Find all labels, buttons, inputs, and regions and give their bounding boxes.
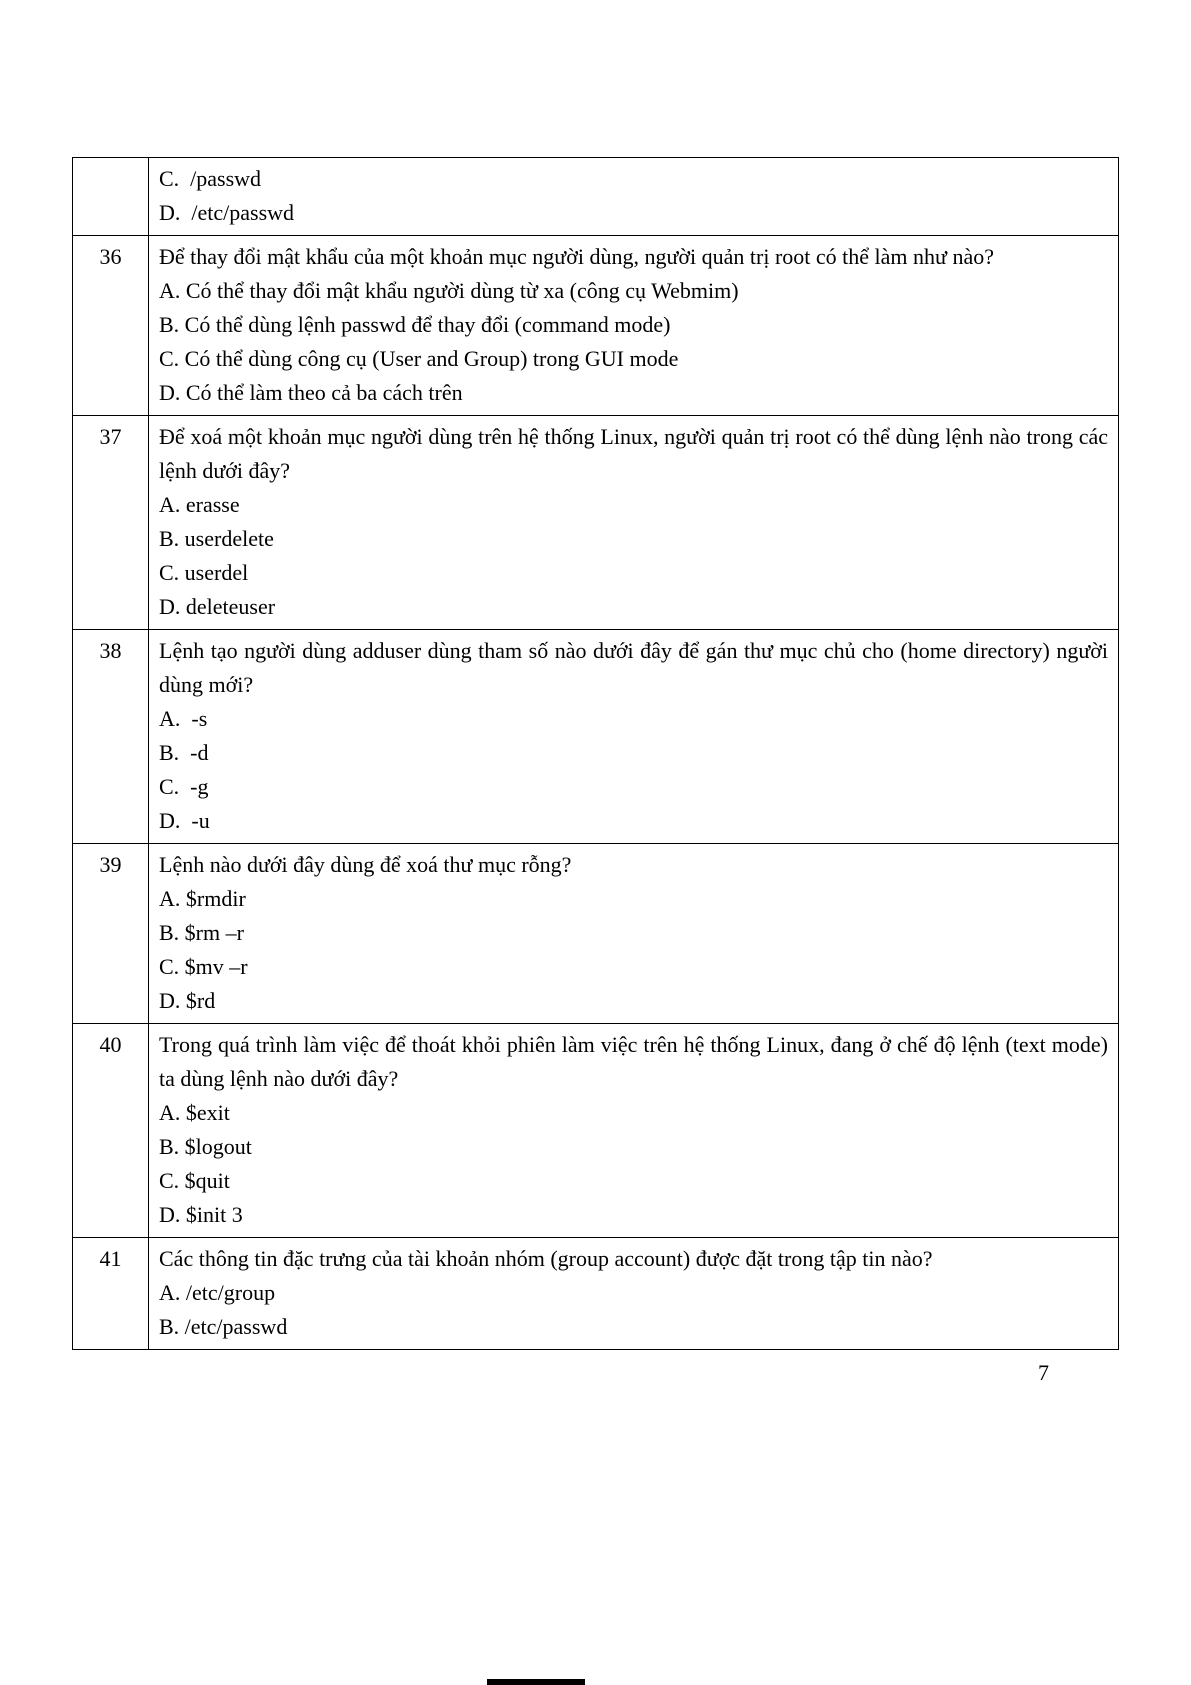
question-cell: [149, 158, 1119, 236]
quiz-table: [72, 157, 1119, 1350]
question-number: 37: [73, 416, 149, 630]
question-cell: [149, 416, 1119, 630]
table-row: [73, 158, 1119, 236]
answer-option: D. /etc/passwd: [159, 200, 295, 225]
answer-option: B. $logout: [159, 1134, 252, 1159]
answer-option: C. -g: [159, 774, 209, 799]
answer-option: A. -s: [159, 706, 208, 731]
question-number: 40: [73, 1024, 149, 1238]
question-number: 39: [73, 844, 149, 1024]
footer-bar: [487, 1679, 585, 1685]
answer-option: B. userdelete: [159, 526, 274, 551]
answer-option: D. Có thể làm theo cả ba cách trên: [159, 380, 463, 405]
answer-option: D. deleteuser: [159, 594, 276, 619]
answer-option: A. erasse: [159, 492, 240, 517]
answer-option: C. userdel: [159, 560, 249, 585]
question-cell: [149, 1238, 1119, 1350]
answer-option: B. -d: [159, 740, 209, 765]
question-text: Lệnh tạo người dùng adduser dùng tham số nào dưới đây để gán thư mục chủ cho (home directory) người dùng mới?: [159, 638, 1108, 697]
question-number: 41: [73, 1238, 149, 1350]
question-text: Để xoá một khoản mục người dùng trên hệ thống Linux, người quản trị root có thể dùng lệnh nào trong các lệnh dưới đây?: [159, 424, 1108, 483]
answer-option: D. -u: [159, 808, 210, 833]
answer-option: C. $quit: [159, 1168, 230, 1193]
question-number: [73, 158, 149, 236]
quiz-table-body: [73, 158, 1119, 1350]
page-number: 7: [1038, 1360, 1049, 1385]
answer-option: B. Có thể dùng lệnh passwd để thay đổi (command mode): [159, 312, 671, 337]
answer-option: A. /etc/group: [159, 1280, 276, 1305]
question-text: Trong quá trình làm việc để thoát khỏi phiên làm việc trên hệ thống Linux, đang ở chế độ lệnh (text mode) ta dùng lệnh nào dưới đây?: [159, 1032, 1108, 1091]
answer-option: B. $rm –r: [159, 920, 244, 945]
question-number: 38: [73, 630, 149, 844]
answer-option: D. $rd: [159, 988, 216, 1013]
answer-option: B. /etc/passwd: [159, 1314, 288, 1339]
table-row: [73, 1024, 1119, 1238]
table-row: [73, 630, 1119, 844]
answer-option: C. /passwd: [159, 166, 262, 191]
question-text: Các thông tin đặc trưng của tài khoản nhóm (group account) được đặt trong tập tin nào?: [159, 1246, 933, 1271]
answer-option: C. Có thể dùng công cụ (User and Group) trong GUI mode: [159, 346, 679, 371]
question-text: Để thay đổi mật khẩu của một khoản mục người dùng, người quản trị root có thể làm như nào?: [159, 244, 994, 269]
table-row: [73, 844, 1119, 1024]
table-row: [73, 1238, 1119, 1350]
table-row: [73, 416, 1119, 630]
answer-option: A. $exit: [159, 1100, 230, 1125]
question-cell: [149, 1024, 1119, 1238]
answer-option: D. $init 3: [159, 1202, 243, 1227]
question-cell: [149, 630, 1119, 844]
question-cell: [149, 844, 1119, 1024]
question-number: 36: [73, 236, 149, 416]
answer-option: C. $mv –r: [159, 954, 248, 979]
answer-option: A. Có thể thay đổi mật khẩu người dùng từ xa (công cụ Webmim): [159, 278, 739, 303]
question-text: Lệnh nào dưới đây dùng để xoá thư mục rỗng?: [159, 852, 572, 877]
table-row: [73, 236, 1119, 416]
question-cell: [149, 236, 1119, 416]
answer-option: A. $rmdir: [159, 886, 246, 911]
